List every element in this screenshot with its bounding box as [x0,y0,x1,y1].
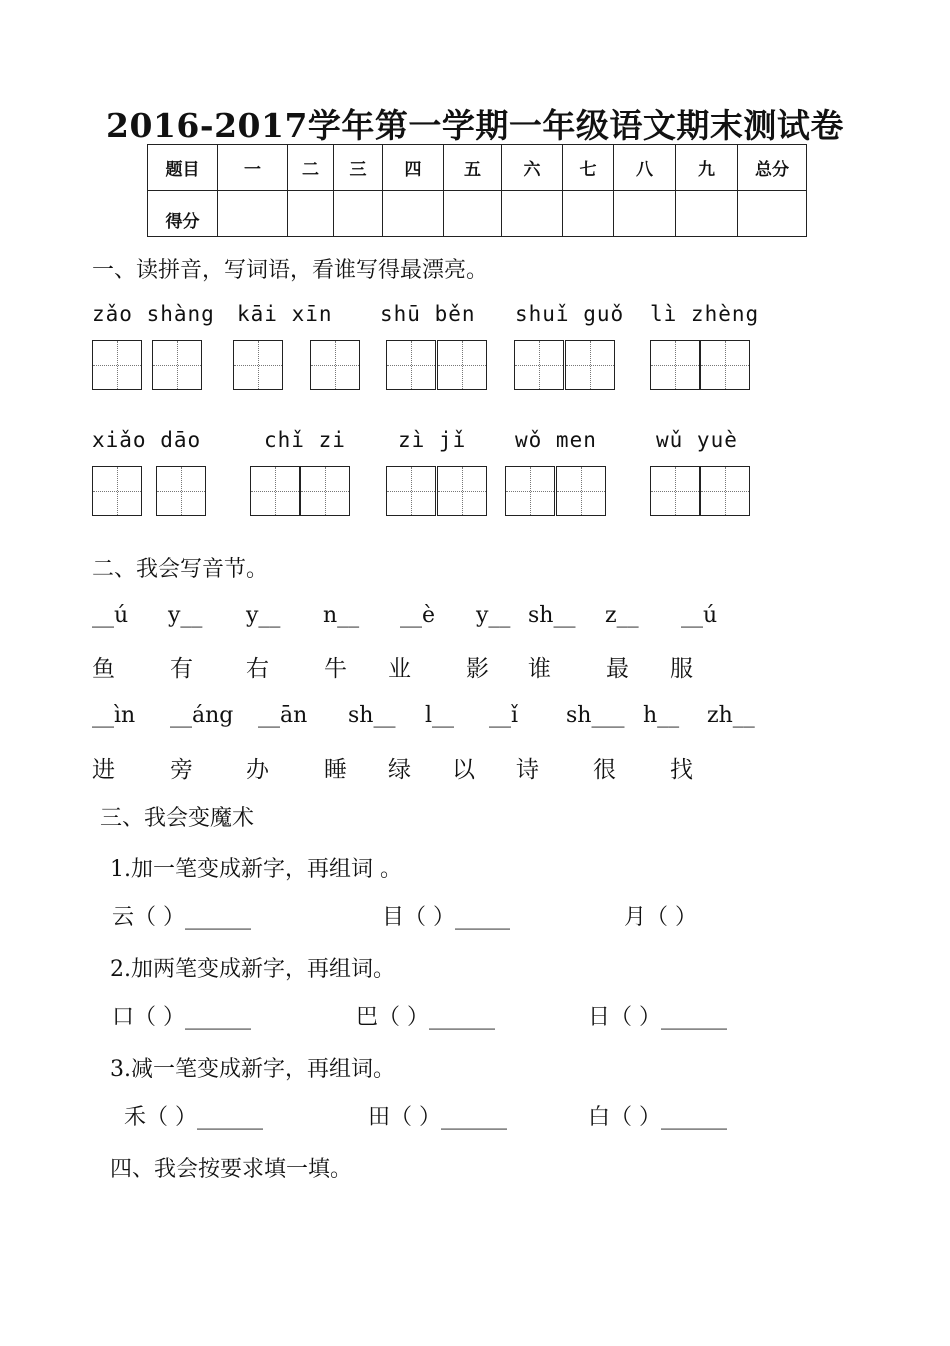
syllable-blank[interactable]: __ìn [92,703,136,728]
writing-grid[interactable] [437,340,487,390]
score-header-cell: 八 [614,145,676,191]
hanzi: 睡 [324,757,347,783]
question-1: 1.加一笔变成新字，再组词 。 [110,857,402,882]
score-cell[interactable] [738,191,807,237]
hanzi: 很 [593,757,616,783]
pinyin-label: shū běn [380,302,476,326]
hanzi: 绿 [388,757,411,783]
syllable-blank[interactable]: __ú [92,603,129,628]
question-3: 3.减一笔变成新字，再组词。 [110,1057,395,1082]
writing-grid[interactable] [437,466,487,516]
answer-item[interactable]: 田（ ）______ [368,1105,507,1130]
score-header-cell: 六 [502,145,563,191]
hanzi: 以 [452,757,475,783]
score-header-cell: 九 [676,145,738,191]
writing-grid[interactable] [386,340,436,390]
writing-grid[interactable] [300,466,350,516]
score-cell[interactable] [614,191,676,237]
answer-item[interactable]: 白（ ）______ [588,1105,727,1130]
syllable-blank[interactable]: z__ [605,603,639,628]
section4-heading: 四、我会按要求填一填。 [110,1157,353,1182]
writing-grid[interactable] [92,340,142,390]
syllable-blank[interactable]: sh__ [528,603,576,628]
hanzi: 服 [670,656,693,682]
writing-grid[interactable] [556,466,606,516]
hanzi: 最 [606,656,629,682]
score-row-label: 得分 [148,191,218,237]
syllable-blank[interactable]: y__ [476,603,511,628]
answer-item[interactable]: 目（ ）_____ [382,905,510,930]
pinyin-label: zǎo shàng [92,302,215,326]
syllable-blank[interactable]: __ǐ [489,703,519,728]
hanzi: 右 [246,656,269,682]
answer-item[interactable]: 月（ ） [624,905,697,930]
syllable-blank[interactable]: __ān [258,703,308,728]
hanzi: 办 [246,757,269,783]
writing-grid[interactable] [233,340,283,390]
section3-heading: 三、我会变魔术 [100,806,255,831]
hanzi: 进 [92,757,115,783]
answer-item[interactable]: 巴（ ）______ [356,1005,495,1030]
score-cell[interactable] [383,191,444,237]
score-cell[interactable] [334,191,383,237]
pinyin-label: xiǎo dāo [92,428,202,452]
writing-grid[interactable] [386,466,436,516]
syllable-blank[interactable]: l__ [425,703,455,728]
hanzi: 有 [170,656,193,682]
writing-grid[interactable] [700,466,750,516]
score-header-cell: 四 [383,145,444,191]
score-table [147,144,807,237]
score-cell[interactable] [444,191,502,237]
score-header-cell: 三 [334,145,383,191]
section2-heading: 二、我会写音节。 [92,557,269,582]
page-title: 2016-2017学年第一学期一年级语文期末测试卷 [106,106,844,145]
writing-grid[interactable] [152,340,202,390]
question-2: 2.加两笔变成新字，再组词。 [110,957,395,982]
section1-heading: 一、读拼音，写词语，看谁写得最漂亮。 [92,258,489,283]
writing-grid[interactable] [700,340,750,390]
writing-grid[interactable] [250,466,300,516]
syllable-blank[interactable]: __áng [170,703,234,728]
pinyin-label: shuǐ guǒ [515,302,625,326]
syllable-blank[interactable]: __è [400,603,436,628]
score-cell[interactable] [218,191,288,237]
answer-item[interactable]: 禾（ ）______ [124,1105,263,1130]
hanzi: 诗 [516,757,539,783]
syllable-blank[interactable]: n__ [323,603,360,628]
hanzi: 影 [466,656,489,682]
writing-grid[interactable] [514,340,564,390]
syllable-blank[interactable]: y__ [246,603,281,628]
syllable-blank[interactable]: sh__ [348,703,396,728]
score-header-cell: 一 [218,145,288,191]
score-header-cell: 题目 [148,145,218,191]
syllable-blank[interactable]: sh___ [566,703,625,728]
score-header-cell: 五 [444,145,502,191]
answer-item[interactable]: 日（ ）______ [588,1005,727,1030]
score-header-cell: 二 [288,145,334,191]
writing-grid[interactable] [565,340,615,390]
writing-grid[interactable] [92,466,142,516]
pinyin-label: kāi xīn [237,302,333,326]
hanzi: 找 [670,757,693,783]
syllable-blank[interactable]: __ú [681,603,718,628]
pinyin-label: chǐ zi [264,428,346,452]
hanzi: 旁 [170,757,193,783]
answer-item[interactable]: 口（ ）______ [112,1005,251,1030]
syllable-blank[interactable]: h__ [643,703,680,728]
writing-grid[interactable] [505,466,555,516]
writing-grid[interactable] [650,466,700,516]
pinyin-label: wǒ men [515,428,597,452]
hanzi: 鱼 [92,656,115,682]
score-cell[interactable] [563,191,614,237]
writing-grid[interactable] [156,466,206,516]
score-cell[interactable] [502,191,563,237]
score-table-score-row [148,191,807,237]
hanzi: 业 [388,656,411,682]
hanzi: 谁 [528,656,551,682]
score-table-header-row [148,145,807,191]
pinyin-label: lì zhèng [650,302,760,326]
answer-item[interactable]: 云（ ）______ [112,905,251,930]
hanzi: 牛 [324,656,347,682]
pinyin-label: zì jǐ [398,428,467,452]
pinyin-label: wǔ yuè [656,428,738,452]
writing-grid[interactable] [310,340,360,390]
score-header-cell: 七 [563,145,614,191]
score-header-cell: 总分 [738,145,807,191]
score-cell[interactable] [676,191,738,237]
syllable-blank[interactable]: zh__ [707,703,755,728]
score-cell[interactable] [288,191,334,237]
syllable-blank[interactable]: y__ [168,603,203,628]
writing-grid[interactable] [650,340,700,390]
